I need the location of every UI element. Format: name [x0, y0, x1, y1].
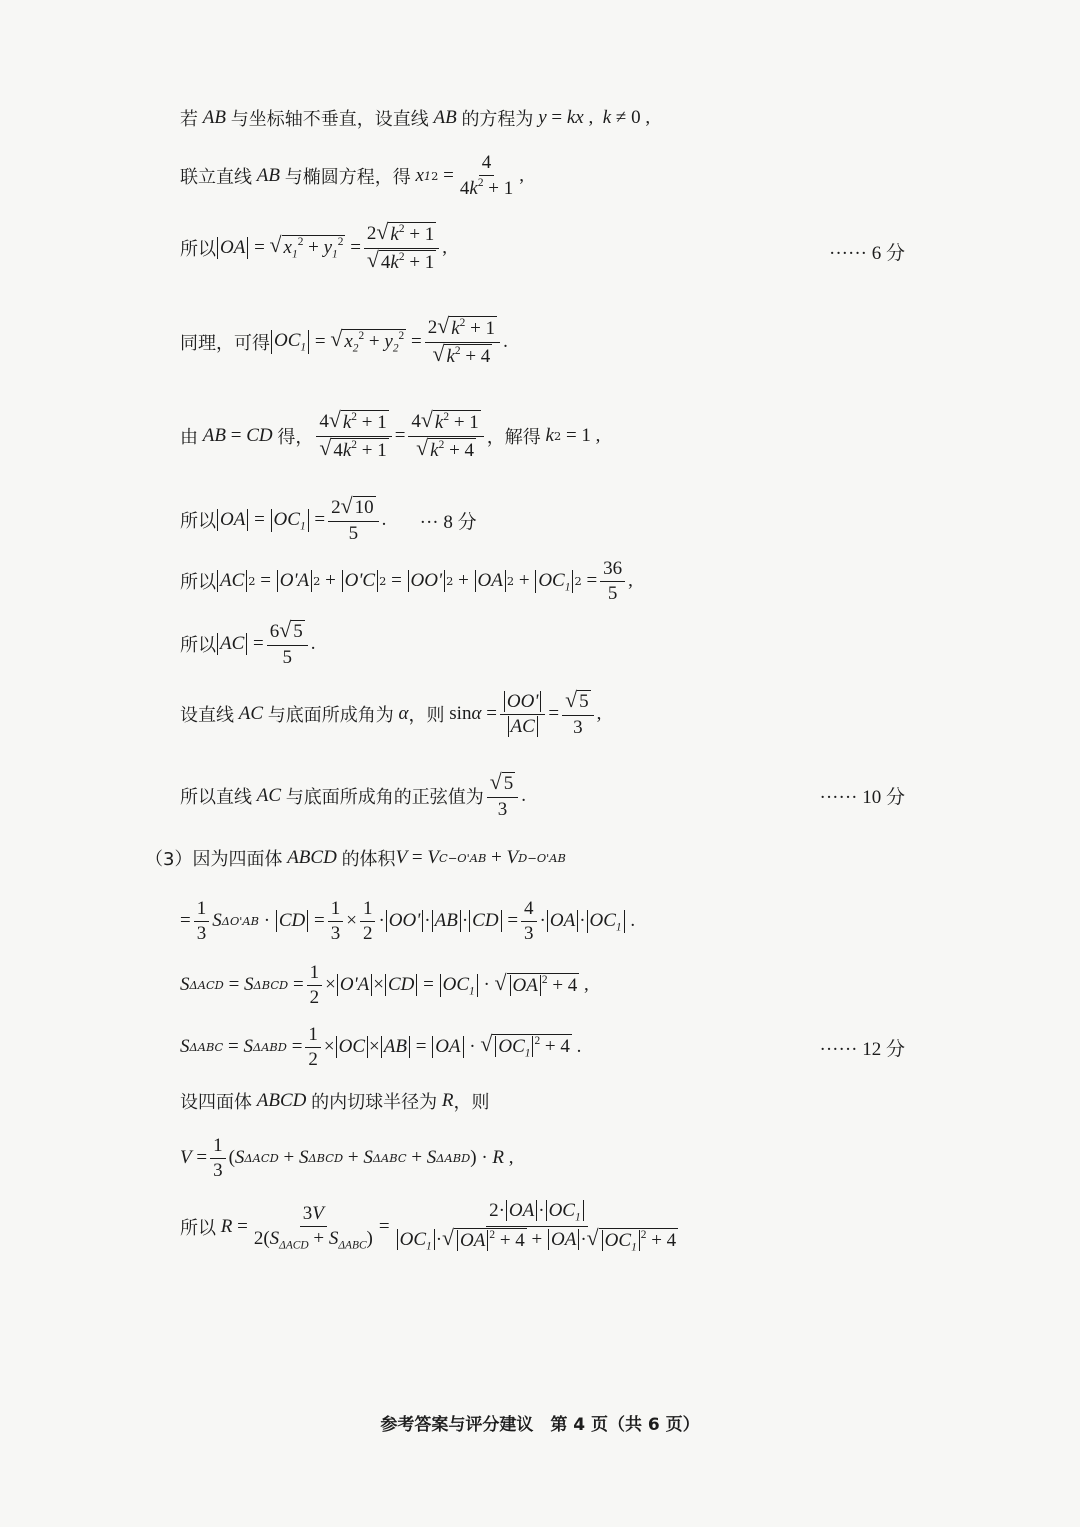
- text: 所以: [180, 239, 216, 261]
- text: 的体积: [341, 849, 396, 870]
- page-footer: 参考答案与评分建议 第 4 页（共 6 页）: [380, 1415, 700, 1435]
- solution-line-13: S ΔACD = S ΔBCD = $\frac{1}{2}$ × O'A × CD = $OC_1$ · √ OA $^2$ + 4 ,: [180, 962, 589, 1008]
- text: 所以直线: [180, 787, 252, 809]
- solution-line-7: 所以 AC 2 = O'A 2 + O'C 2 = OO' 2 + OA 2 + $OC_1$ 2 = $\frac{36}{5}$ ,: [180, 558, 633, 604]
- solution-line-5: 由 AB = CD 得， 4 √ $k^2 + 1$ √ $4k^2 + 1$ = 4 √ $k^2 + 1$ √ $k^2 + 4$ ，解得 k 2 = 1 ,: [180, 408, 601, 461]
- text: 所以: [180, 572, 216, 594]
- text: 的方程为: [461, 109, 534, 130]
- text: 所以: [180, 511, 216, 533]
- text: 若: [180, 109, 198, 130]
- text: 同理，可得: [180, 333, 270, 355]
- solution-line-8: 所以 AC = 6 √ 5 5 .: [180, 618, 316, 668]
- text: 与坐标轴不垂直，设直线: [230, 109, 429, 130]
- text: 的内切球半径为: [311, 1092, 438, 1113]
- text: ，解得: [486, 427, 541, 449]
- score-6: ······ 6 分: [829, 243, 905, 264]
- solution-line-10: 所以直线 AC 与底面所成角的正弦值为 √ 5 3 .: [180, 770, 527, 820]
- solution-line-14: S ΔABC = S ΔABD = $\frac{1}{2}$ × OC × AB = OA · √ $OC_1^2 + 4$ .: [180, 1024, 582, 1070]
- text: 由: [180, 427, 198, 449]
- solution-line-17: 所以 R = 3V $2(S_{\Delta ACD} + S_{\Delta ABC})$ = 2· OA · $OC_1$ $OC_1$ · √ OA $^2$ + 4 + OA · √ $OC_1^2 + 4$: [180, 1200, 677, 1254]
- text: 与底面所成角为: [267, 705, 394, 727]
- text: 设直线: [180, 705, 234, 727]
- text: 设四面体: [180, 1092, 252, 1113]
- score-10: ······ 10 分: [819, 787, 905, 808]
- solution-line-15: 设四面体 ABCD 的内切球半径为 R ，则: [180, 1090, 490, 1113]
- solution-line-6: 所以 OA = $OC_1$ = 2 √ 10 5 . ··· 8 分: [180, 494, 477, 544]
- text: 与椭圆方程，得: [284, 166, 411, 188]
- solution-line-4: 同理，可得 $OC_1$ = √ $x_2^2 + y_2^2$ = 2 √ $k^2 + 1$ √ $k^2 + 4$ .: [180, 314, 508, 367]
- solution-line-11: （3）因为四面体 ABCD 的体积 V = V C−O'AB + V D−O'AB: [145, 847, 566, 870]
- text: ，则: [408, 705, 445, 727]
- text: 得，: [277, 427, 314, 449]
- text: ，则: [453, 1092, 490, 1113]
- score-8: ··· 8 分: [419, 511, 477, 533]
- solution-line-2: 联立直线 AB 与椭圆方程，得 x 1 2 = $\frac{4}{4k^2 + 1}$ ,: [180, 152, 524, 199]
- text: 所以: [180, 1218, 216, 1240]
- score-12: ······ 12 分: [819, 1039, 905, 1060]
- solution-line-16: V = $\frac{1}{3}$ ( S ΔACD + S ΔBCD + S ΔABC + S ΔABD ) · R ,: [180, 1135, 514, 1181]
- text: 联立直线: [180, 166, 252, 188]
- solution-line-9: 设直线 AC 与底面所成角为 α ，则 sin α = $\frac{OO'}{AC}$ = √ 5 3 ,: [180, 688, 602, 738]
- solution-line-1: 若 AB 与坐标轴不垂直，设直线 AB 的方程为 y = kx , k ≠ 0 ,: [180, 107, 651, 130]
- text: 所以: [180, 635, 216, 657]
- text: （3）因为四面体: [145, 849, 283, 870]
- text: 与底面所成角的正弦值为: [285, 787, 484, 809]
- solution-line-3: 所以 OA = √ $x_1^2 + y_1^2$ = 2 √ $k^2 + 1$ √ $4k^2 + 1$ ,: [180, 220, 448, 273]
- solution-line-12: = $\frac{1}{3}$ S ΔO'AB · CD = $\frac{1}{3}$ × $\frac{1}{2}$ · OO' · AB · CD = $\frac{4}{3}$ · OA · $OC_1$ .: [180, 898, 636, 944]
